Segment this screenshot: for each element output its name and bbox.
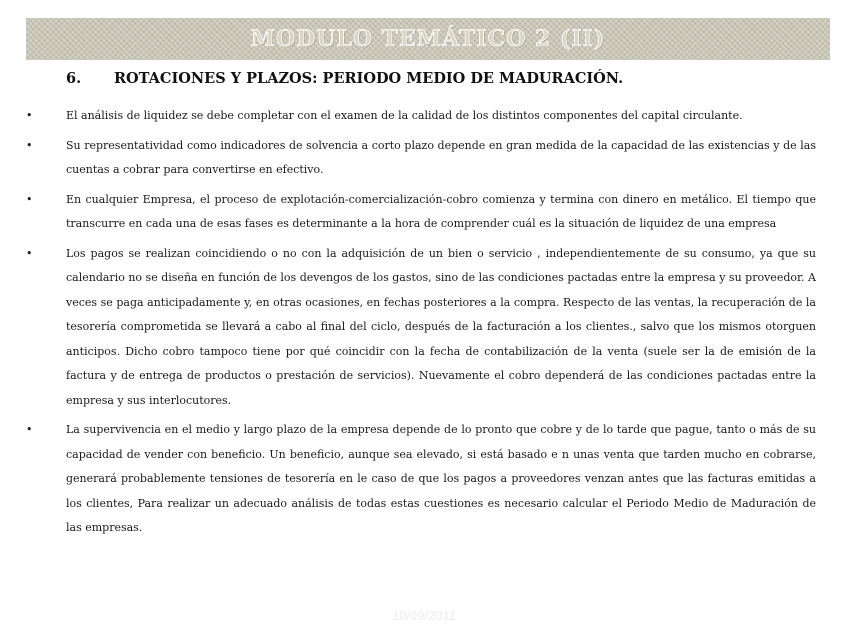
bullet-item-proceso-explotacion	[24, 188, 816, 237]
bullet-item-supervivencia	[24, 418, 816, 541]
bullet-marker: •	[26, 192, 33, 206]
bullet-list	[24, 104, 816, 546]
bullet-marker: •	[26, 246, 33, 260]
section-number: 6.	[66, 70, 82, 87]
footer-date: 10/09/2011	[391, 608, 457, 623]
title-banner	[26, 18, 830, 60]
section-title: ROTACIONES Y PLAZOS: PERIODO MEDIO DE MADURACIÓN.	[114, 70, 624, 87]
section-heading	[66, 70, 623, 87]
bullet-marker: •	[26, 423, 33, 436]
bullet-marker: •	[26, 138, 33, 152]
bullet-text: Los pagos se realizan coincidiendo o no con la adquisición de un bien o servicio , independientemente de su consumo, ya que su calendario no se diseña en función de los devengos de los gastos, sino de las condiciones pactadas entre la empresa y su proveedor. A veces se paga anticipadamente y, en otras ocasiones, en fechas posteriores a la compra. Respecto de las ventas, la recuperación de la tesorería comprometida se llevará a cabo al final del ciclo, después de la facturación a los clientes., salvo que los mismos otorguen anticipos. Dicho cobro tampoco tiene por qué coincidir con la fecha de contabilización de la venta (suele ser la de emisión de la factura y de entrega de productos o prestación de servicios). Nuevamente el cobro dependerá de las condiciones pactadas entre la empresa y sus interlocutores.	[66, 246, 816, 407]
bullet-text: En cualquier Empresa, el proceso de explotación-comercialización-cobro comienza y termina con dinero en metálico. El tiempo que transcurre en cada una de esas fases es determinante a la hora de comprender cuál es la situación de liquidez de una empresa	[66, 192, 816, 230]
bullet-text: El análisis de liquidez se debe completar con el examen de la calidad de los distintos componentes del capital circulante.	[66, 109, 743, 122]
bullet-item-pagos	[24, 242, 816, 414]
module-title: MODULO TEMÁTICO 2 (II)	[250, 26, 606, 52]
bullet-item-representatividad	[24, 134, 816, 183]
bullet-marker: •	[26, 109, 33, 122]
bullet-item-capital-circulante	[24, 104, 816, 129]
bullet-text: La supervivencia en el medio y largo plazo de la empresa depende de lo pronto que cobre y de lo tarde que pague, tanto o más de su capacidad de vender con beneficio. Un beneficio, aunque sea elevado, si está basado e n unas venta que tarden mucho en cobrarse, generará probablemente tensiones de tesorería en le caso de que los pagos a proveedores venzan antes que las facturas emitidas a los clientes, Para realizar un adecuado análisis de todas estas cuestiones es necesario calcular el Periodo Medio de Maduración de las empresas.	[66, 423, 816, 534]
bullet-text: Su representatividad como indicadores de solvencia a corto plazo depende en gran medida de la capacidad de las existencias y de las cuentas a cobrar para convertirse en efectivo.	[66, 138, 816, 176]
